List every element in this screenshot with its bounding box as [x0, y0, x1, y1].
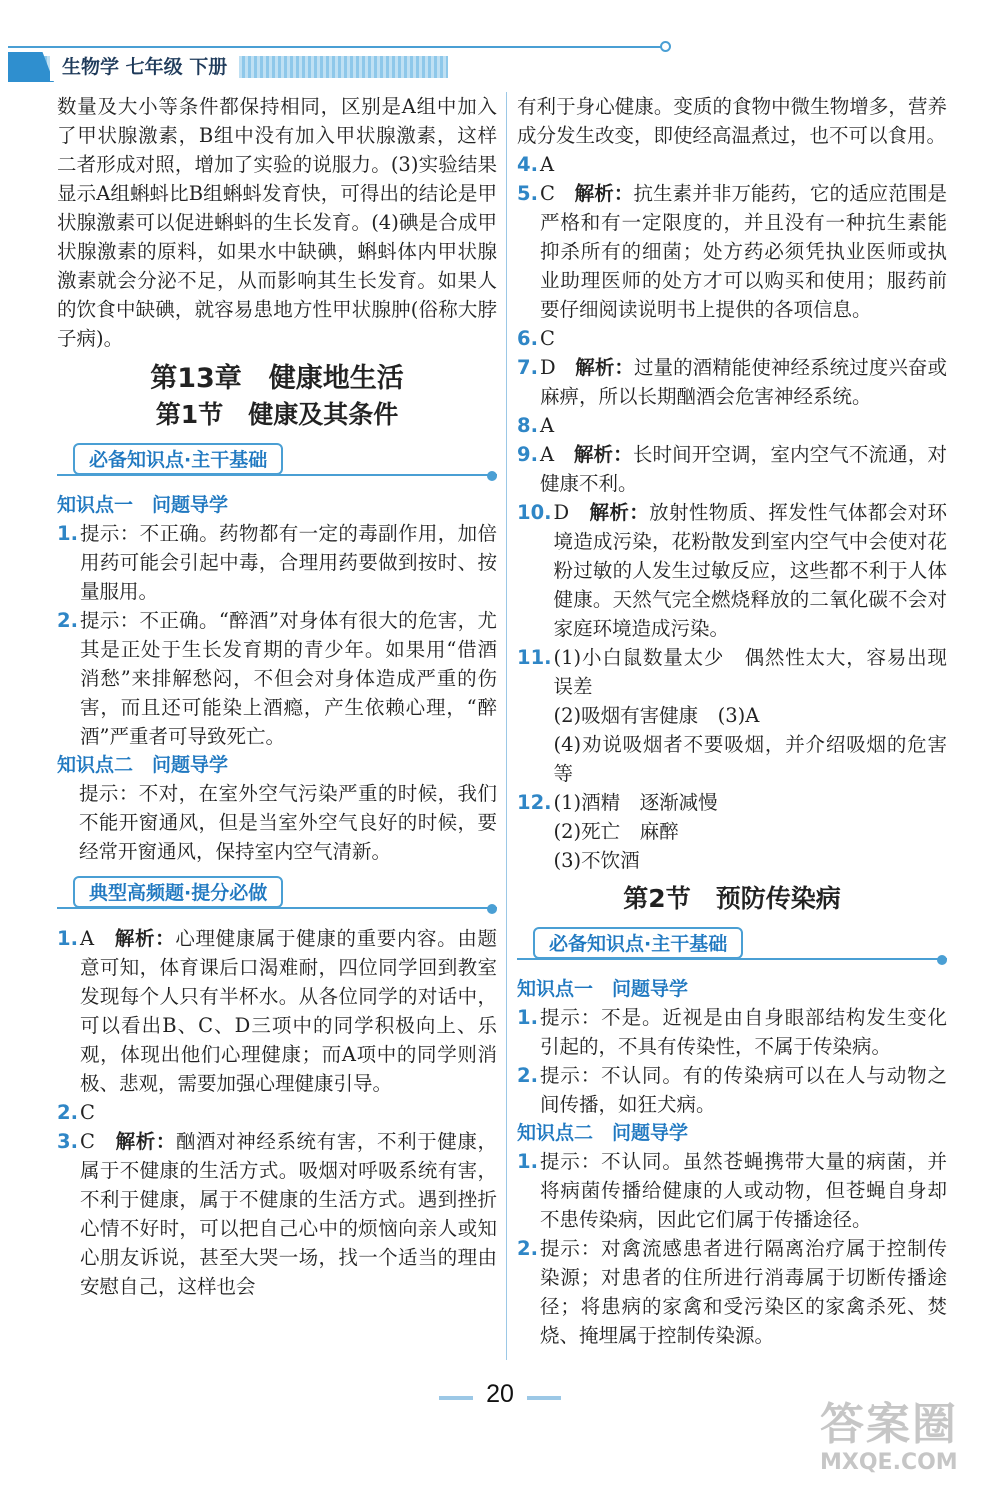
- question-item: [517, 179, 947, 324]
- knowledge-point-heading: 知识点二 问题导学: [57, 754, 229, 776]
- section-title: 第2节 预防传染病: [623, 884, 841, 913]
- question-item: [517, 324, 947, 353]
- item-number: 4.: [517, 153, 538, 176]
- item-number: 11.: [517, 646, 552, 669]
- answer-line: (2)吸烟有害健康 (3)A: [553, 704, 760, 727]
- item-text: 提示：不认同。虽然苍蝇携带大量的病菌，并将病菌传播给健康的人或动物，但苍蝇自身却不患传染病，因此它们属于传播途径。: [539, 1150, 947, 1231]
- item-number: 1.: [517, 1150, 538, 1173]
- question-item: [57, 924, 497, 1098]
- answer: A: [539, 414, 555, 437]
- analysis-label: 解析：: [115, 1130, 176, 1153]
- item-number: 9.: [517, 443, 538, 466]
- analysis-label: 解析：: [575, 356, 634, 379]
- list-item: [517, 1003, 947, 1061]
- item-number: 7.: [517, 356, 538, 379]
- list-item: [517, 1234, 947, 1350]
- banner-label: 必备知识点·主干基础: [533, 927, 743, 959]
- page-number: 20: [486, 1380, 514, 1408]
- analysis-text: 心理健康属于健康的重要内容。由题意可知，体育课后口渴难耐，四位同学回到教室发现每个人只有半杯水。从各位同学的对话中，可以看出B、C、D三项中的同学积极向上、乐观，体现出他们心理健康；而A项中的同学则消极、悲观，需要加强心理健康引导。: [79, 927, 497, 1095]
- intro-paragraph: 数量及大小等条件都保持相同，区别是A组中加入了甲状腺激素，B组中没有加入甲状腺激素，这样二者形成对照，增加了实验的说服力。(3)实验结果显示A组蝌蚪比B组蝌蚪发育快，可得出的结论是甲状腺激素可以促进蝌蚪的生长发育。(4)碘是合成甲状腺激素的原料，如果水中缺碘，蝌蚪体内甲状腺激素就会分泌不足，从而影响其生长发育。如果人的饮食中缺碘，就容易患地方性甲状腺肿(俗称大脖子病)。: [57, 95, 497, 350]
- answer-line: (1)酒精 逐渐减慢: [553, 791, 718, 814]
- item-number: 2.: [57, 1101, 78, 1124]
- question-item: [57, 1127, 497, 1301]
- chapter-title: 第13章 健康地生活: [150, 363, 404, 394]
- analysis-text: 过量的酒精能使神经系统过度兴奋或麻痹，所以长期酗酒会危害神经系统。: [539, 356, 947, 408]
- item-number: 1.: [57, 522, 78, 545]
- analysis-text: 长时间开空调，室内空气不流通，对健康不利。: [539, 443, 947, 495]
- list-item: [517, 1061, 947, 1119]
- analysis-label: 解析：: [114, 927, 176, 950]
- continued-paragraph: 有利于身心健康。变质的食物中微生物增多，营养成分发生改变，即使经高温煮过，也不可以食用。: [517, 95, 947, 147]
- question-item: [517, 440, 947, 498]
- column-divider: [506, 92, 507, 1360]
- analysis-text: 抗生素并非万能药，它的适应范围是严格和有一定限度的，并且没有一种抗生素能抑杀所有的细菌；处方药必须凭执业医师或执业助理医师的处方才可以购买和使用；服药前要仔细阅读说明书上提供的各项信息。: [539, 182, 947, 321]
- header-rule: [8, 46, 668, 48]
- item-number: 12.: [517, 791, 552, 814]
- item-number: 5.: [517, 182, 538, 205]
- answer: D: [553, 501, 570, 524]
- item-number: 3.: [57, 1130, 78, 1153]
- question-item: [517, 498, 947, 643]
- answer: C: [539, 327, 555, 350]
- answer: C: [539, 182, 555, 205]
- analysis-label: 解析：: [589, 501, 650, 524]
- answer: A: [539, 153, 555, 176]
- watermark-logo: 答案圈: [820, 1399, 958, 1450]
- question-item: [57, 1098, 497, 1127]
- banner-basics: [57, 443, 497, 481]
- answer: C: [79, 1101, 95, 1124]
- list-item: [57, 519, 497, 606]
- left-column: [57, 92, 497, 1301]
- answer-line: (3)不饮酒: [553, 849, 640, 872]
- watermark: [820, 1400, 990, 1488]
- question-item: [517, 150, 947, 179]
- answer-line: (1)小白鼠数量太少 偶然性太大，容易出现误差: [553, 646, 947, 698]
- list-item: [517, 1147, 947, 1234]
- book-title: 生物学 七年级 下册: [50, 53, 239, 81]
- answer-line: (4)劝说吸烟者不要吸烟，并介绍吸烟的危害等: [553, 733, 947, 785]
- item-text: 提示：不正确。药物都有一定的毒副作用，加倍用药可能会引起中毒，合理用药要做到按时、按量服用。: [79, 522, 497, 603]
- analysis-label: 解析：: [573, 443, 633, 466]
- page-footer: [400, 1380, 600, 1409]
- knowledge-point-heading: 知识点一 问题导学: [517, 978, 689, 1000]
- question-item: [517, 411, 947, 440]
- analysis-text: 放射性物质、挥发性气体都会对环境造成污染，花粉散发到室内空气中会使对花粉过敏的人发生过敏反应，这些都不利于人体健康。天然气完全燃烧释放的二氧化碳不会对家庭环境造成污染。: [553, 501, 947, 640]
- question-item: [517, 353, 947, 411]
- item-number: 8.: [517, 414, 538, 437]
- analysis-text: 酗酒对神经系统有害，不利于健康，属于不健康的生活方式。吸烟对呼吸系统有害，不利于健康，属于不健康的生活方式。遇到挫折心情不好时，可以把自己心中的烦恼向亲人或知心朋友诉说，甚至大哭一场，找一个适当的理由安慰自己，这样也会: [79, 1130, 497, 1298]
- knowledge-point-heading: 知识点二 问题导学: [517, 1122, 689, 1144]
- item-number: 1.: [57, 927, 78, 950]
- footer-ornament: [527, 1396, 561, 1400]
- banner-label: 典型高频题·提分必做: [73, 876, 283, 908]
- item-number: 1.: [517, 1006, 538, 1029]
- question-item: [517, 643, 947, 788]
- page-header: [8, 40, 668, 78]
- banner-frequent: [57, 876, 497, 914]
- analysis-label: 解析：: [574, 182, 634, 205]
- item-number: 2.: [57, 609, 78, 632]
- footer-ornament: [439, 1396, 473, 1400]
- question-item: [517, 788, 947, 875]
- item-number: 10.: [517, 501, 552, 524]
- answer: C: [79, 1130, 95, 1153]
- answer-lines: [554, 788, 947, 875]
- section-title: 第1节 健康及其条件: [155, 400, 399, 429]
- item-text: 提示：不对，在室外空气污染严重的时候，我们不能开窗通风，但是当室外空气良好的时候，要经常开窗通风，保持室内空气清新。: [79, 782, 497, 863]
- item-number: 2.: [517, 1237, 538, 1260]
- knowledge-point-heading: 知识点一 问题导学: [57, 494, 229, 516]
- item-number: 6.: [517, 327, 538, 350]
- banner-basics: [517, 927, 947, 965]
- answer-line: (2)死亡 麻醉: [553, 820, 679, 843]
- answer: A: [539, 443, 555, 466]
- header-dot: [660, 41, 671, 52]
- watermark-url: MXQE.COM: [820, 1450, 958, 1475]
- answer-lines: [554, 643, 947, 788]
- right-column: [517, 92, 947, 1350]
- item-text: 提示：不是。近视是由自身眼部结构发生变化引起的，不具有传染性，不属于传染病。: [539, 1006, 947, 1058]
- answer: D: [539, 356, 556, 379]
- answer: A: [79, 927, 95, 950]
- item-text: 提示：对禽流感患者进行隔离治疗属于控制传染源；对患者的住所进行消毒属于切断传播途径；将患病的家禽和受污染区的家禽杀死、焚烧、掩埋属于控制传染源。: [539, 1237, 947, 1347]
- item-text: 提示：不认同。有的传染病可以在人与动物之间传播，如狂犬病。: [539, 1064, 947, 1116]
- list-item: [57, 606, 497, 751]
- banner-label: 必备知识点·主干基础: [73, 443, 283, 475]
- item-text: 提示：不正确。“醉酒”对身体有很大的危害，尤其是正处于生长发育期的青少年。如果用“借酒消愁”来排解愁闷，不但会对身体造成严重的伤害，而且还可能染上酒瘾，产生依赖心理，“醉酒”严重者可导致死亡。: [79, 609, 497, 748]
- item-number: 2.: [517, 1064, 538, 1087]
